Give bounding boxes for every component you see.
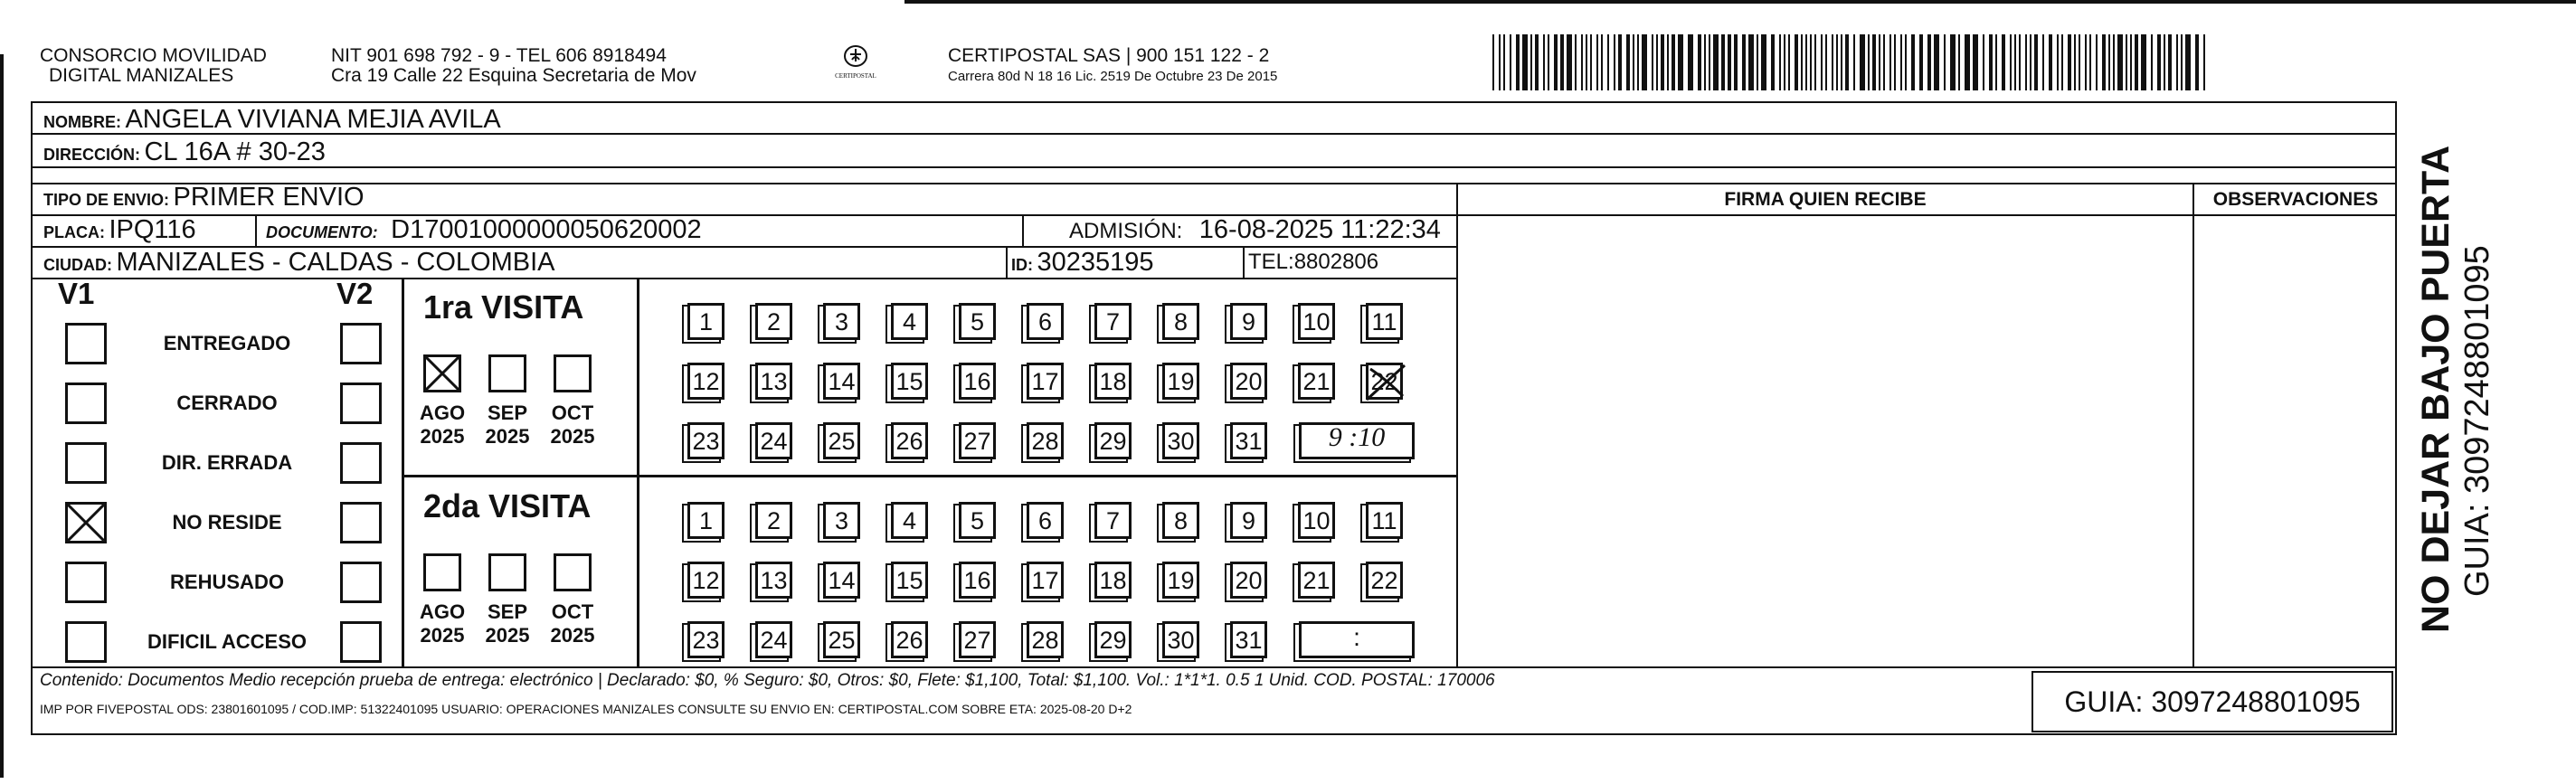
day-checkbox[interactable]: 27: [959, 621, 996, 658]
barcode-bar: [1934, 34, 1939, 90]
barcode-bar: [1950, 34, 1956, 90]
barcode-bar: [1642, 34, 1647, 90]
status-label: CERRADO: [176, 392, 278, 414]
barcode-bar: [1721, 34, 1725, 90]
tel-field: [1248, 250, 1378, 275]
barcode-bar: [1995, 34, 1997, 90]
barcode-bar: [1965, 34, 1970, 90]
status-v2-checkbox[interactable]: [340, 442, 382, 484]
barcode-bar: [2141, 34, 2146, 90]
barcode-bar: [1522, 34, 1528, 90]
barcode-bar: [2108, 34, 2110, 90]
courier-logo-icon: [830, 42, 881, 87]
barcode-bar: [1761, 34, 1766, 90]
status-v1-checkbox[interactable]: [65, 383, 107, 424]
barcode-bar: [1510, 34, 1511, 90]
barcode-bar: [1889, 34, 1891, 90]
barcode-bar: [1821, 34, 1823, 90]
day-checkbox[interactable]: 2: [755, 303, 792, 340]
month-label: SEP: [487, 401, 528, 424]
sender-line1: CONSORCIO MOVILIDAD: [40, 45, 267, 66]
tipo-envio-value: PRIMER ENVIO: [173, 183, 365, 212]
day-checkbox[interactable]: 4: [891, 502, 928, 539]
day-checkbox[interactable]: 20: [1230, 562, 1267, 599]
barcode-bar: [1927, 34, 1931, 90]
barcode-bar: [1836, 34, 1838, 90]
day-checkbox[interactable]: 10: [1298, 502, 1335, 539]
barcode-bar: [1883, 34, 1885, 90]
day-checkbox[interactable]: 9: [1230, 303, 1267, 340]
barcode-bar: [2203, 34, 2205, 90]
status-label: ENTREGADO: [163, 332, 291, 354]
day-checkbox[interactable]: 8: [1162, 502, 1199, 539]
side-guia: GUIA: 3097248801095: [2458, 245, 2496, 597]
barcode-bar: [2014, 34, 2016, 90]
day-checkbox[interactable]: 17: [1027, 562, 1064, 599]
day-checkbox[interactable]: 16: [959, 562, 996, 599]
barcode-bar: [1626, 34, 1630, 90]
barcode-bar: [1973, 34, 1978, 90]
barcode-bar: [1810, 34, 1812, 90]
barcode-bar: [1742, 34, 1746, 90]
barcode-bar: [2157, 34, 2161, 90]
row-line: [33, 183, 2395, 184]
documento-value: D17001000000050620002: [391, 215, 702, 244]
time-separator: :: [1353, 623, 1360, 651]
day-checkbox[interactable]: 16: [959, 363, 996, 400]
day-checkbox[interactable]: 11: [1366, 502, 1403, 539]
barcode-bar: [1713, 34, 1719, 90]
barcode-bar: [1788, 34, 1790, 90]
barcode-bar: [1894, 34, 1896, 90]
barcode-bar: [1801, 34, 1803, 90]
day-checkbox[interactable]: 24: [755, 621, 792, 658]
day-checkbox[interactable]: 31: [1230, 422, 1267, 459]
barcode-bar: [1841, 34, 1842, 90]
barcode-bar: [1757, 34, 1758, 90]
day-checkbox[interactable]: 5: [959, 303, 996, 340]
day-checkbox[interactable]: 22: [1366, 562, 1403, 599]
status-v1-checkbox[interactable]: [65, 562, 107, 603]
day-checkbox[interactable]: 25: [823, 422, 860, 459]
status-v2-checkbox[interactable]: [340, 502, 382, 543]
day-checkbox[interactable]: 10: [1298, 303, 1335, 340]
barcode-bar: [2130, 34, 2132, 90]
status-label: NO RESIDE: [172, 511, 282, 534]
day-checkbox[interactable]: 23: [687, 621, 724, 658]
admision-field: [1069, 215, 1441, 245]
barcode-bar: [1779, 34, 1781, 90]
day-checkbox[interactable]: 28: [1027, 422, 1064, 459]
barcode-bar: [1567, 34, 1572, 90]
barcode-bar: [2164, 34, 2165, 90]
barcode-bar: [1586, 34, 1587, 90]
month-checkbox[interactable]: [488, 354, 526, 392]
barcode-bar: [1868, 34, 1870, 90]
barcode-bar: [2068, 34, 2071, 90]
status-v1-checkbox[interactable]: [65, 502, 107, 543]
month-label: OCT: [551, 600, 594, 623]
barcode-bar: [1860, 34, 1865, 90]
barcode-bar: [1814, 34, 1816, 90]
barcode: [1492, 34, 2216, 90]
barcode-bar: [1601, 34, 1603, 90]
month-year: 2025: [550, 624, 595, 647]
barcode-bar: [1672, 34, 1675, 90]
barcode-bar: [2049, 34, 2052, 90]
row-line: [33, 166, 2395, 168]
barcode-bar: [1492, 34, 1494, 90]
status-label: DIR. ERRADA: [161, 451, 293, 474]
courier-logo: [830, 42, 881, 87]
barcode-bar: [1688, 34, 1693, 90]
barcode-bar: [1905, 34, 1907, 90]
nombre-value: ANGELA VIVIANA MEJIA AVILA: [125, 105, 501, 134]
signature-area[interactable]: [1458, 216, 2192, 666]
barcode-bar: [1845, 34, 1849, 90]
day-checkbox[interactable]: 26: [891, 621, 928, 658]
barcode-bar: [1728, 34, 1731, 90]
month-checkbox[interactable]: [554, 553, 592, 591]
barcode-bar: [2135, 34, 2138, 90]
barcode-bar: [2102, 34, 2106, 90]
v2-header: V2: [336, 277, 374, 310]
status-v2-checkbox[interactable]: [340, 383, 382, 424]
barcode-bar: [1805, 34, 1807, 90]
month-label: OCT: [551, 401, 594, 424]
day-checkbox[interactable]: 8: [1162, 303, 1199, 340]
courier-line1: CERTIPOSTAL SAS | 900 151 122 - 2: [948, 45, 1270, 66]
imp-text: IMP POR FIVEPOSTAL ODS: 23801601095 / COD.IMP: 51322401095 USUARIO: OPERACIONES MANIZALES CONSULTE SU ENVIO EN: CERTIPOSTAL.COM SOBRE ETA: 2025-08-20 D+2: [40, 702, 1132, 716]
barcode-bar: [2042, 34, 2044, 90]
barcode-bar: [2089, 34, 2091, 90]
barcode-bar: [1633, 34, 1634, 90]
day-checkbox[interactable]: 1: [687, 502, 724, 539]
barcode-bar: [1879, 34, 1880, 90]
barcode-bar: [1535, 34, 1539, 90]
barcode-bar: [2030, 34, 2031, 90]
courier-line2: Carrera 80d N 18 16 Lic. 2519 De Octubre 23 De 2015: [948, 69, 1278, 84]
day-checkbox[interactable]: 29: [1094, 422, 1132, 459]
barcode-bar: [1678, 34, 1683, 90]
barcode-bar: [2019, 34, 2021, 90]
day-checkbox[interactable]: 7: [1094, 303, 1132, 340]
ciudad-field: [43, 248, 555, 278]
day-checkbox[interactable]: 15: [891, 363, 928, 400]
courier-logo-text: CERTIPOSTAL: [835, 72, 876, 80]
barcode-bar: [2176, 34, 2178, 90]
barcode-bar: [1530, 34, 1532, 90]
tipo-envio-label: TIPO DE ENVIO:: [43, 191, 170, 209]
day-checkbox[interactable]: 18: [1094, 562, 1132, 599]
barcode-bar: [2113, 34, 2115, 90]
barcode-bar: [1958, 34, 1960, 90]
barcode-bar: [2096, 34, 2098, 90]
day-checkbox[interactable]: 21: [1298, 363, 1335, 400]
day-checkbox[interactable]: 27: [959, 422, 996, 459]
barcode-bar: [1748, 34, 1754, 90]
day-checkbox[interactable]: 19: [1162, 363, 1199, 400]
barcode-bar: [2002, 34, 2005, 90]
barcode-bar: [1853, 34, 1855, 90]
month-year: 2025: [485, 624, 530, 647]
barcode-bar: [1784, 34, 1785, 90]
day-checkbox[interactable]: 14: [823, 562, 860, 599]
day-checkbox[interactable]: 18: [1094, 363, 1132, 400]
barcode-bar: [2181, 34, 2183, 90]
day-checkbox[interactable]: 1: [687, 303, 724, 340]
barcode-bar: [1575, 34, 1577, 90]
barcode-bar: [2126, 34, 2127, 90]
barcode-bar: [1516, 34, 1520, 90]
day-checkbox[interactable]: 13: [755, 363, 792, 400]
status-v1-checkbox[interactable]: [65, 323, 107, 364]
divider: [1022, 214, 1024, 248]
status-v2-checkbox[interactable]: [340, 621, 382, 663]
row-line: [402, 475, 1456, 477]
barcode-bar: [2079, 34, 2080, 90]
barcode-bar: [1919, 34, 1923, 90]
barcode-bar: [2025, 34, 2027, 90]
barcode-bar: [2151, 34, 2153, 90]
day-checkbox[interactable]: 30: [1162, 422, 1199, 459]
day-checkbox[interactable]: 17: [1027, 363, 1064, 400]
month-checkbox[interactable]: [423, 354, 461, 392]
day-checkbox[interactable]: 3: [823, 303, 860, 340]
documento-field: [266, 215, 702, 245]
barcode-bar: [1661, 34, 1664, 90]
barcode-bar: [1667, 34, 1669, 90]
day-checkbox[interactable]: 29: [1094, 621, 1132, 658]
divider: [255, 214, 257, 248]
id-field: [1011, 248, 1153, 278]
barcode-bar: [1734, 34, 1738, 90]
barcode-bar: [2061, 34, 2063, 90]
day-checkbox[interactable]: 30: [1162, 621, 1199, 658]
month-checkbox[interactable]: [488, 553, 526, 591]
barcode-bar: [2168, 34, 2172, 90]
day-checkbox[interactable]: 21: [1298, 562, 1335, 599]
day-checkbox[interactable]: 31: [1230, 621, 1267, 658]
barcode-bar: [1704, 34, 1706, 90]
month-year: 2025: [485, 425, 530, 448]
day-checkbox[interactable]: 19: [1162, 562, 1199, 599]
barcode-bar: [1698, 34, 1701, 90]
day-checkbox[interactable]: 7: [1094, 502, 1132, 539]
barcode-bar: [1499, 34, 1501, 90]
barcode-bar: [1560, 34, 1564, 90]
barcode-bar: [2185, 34, 2191, 90]
barcode-bar: [2074, 34, 2076, 90]
margin-bar: [0, 54, 4, 778]
day-checkbox[interactable]: 15: [891, 562, 928, 599]
col-divider: [637, 278, 639, 666]
status-v1-checkbox[interactable]: [65, 621, 107, 663]
id-label: ID:: [1011, 256, 1033, 274]
barcode-bar: [1596, 34, 1598, 90]
barcode-bar: [1989, 34, 1993, 90]
nit-line2: Cra 19 Calle 22 Esquina Secretaria de Mov: [331, 65, 696, 86]
barcode-bar: [1554, 34, 1558, 90]
month-year: 2025: [420, 425, 465, 448]
barcode-bar: [1637, 34, 1639, 90]
placa-label: PLACA:: [43, 223, 105, 241]
placa-field: [43, 215, 196, 245]
visit-title: 1ra VISITA: [423, 288, 584, 326]
ciudad-value: MANIZALES - CALDAS - COLOMBIA: [116, 248, 555, 277]
row-line: [33, 278, 1456, 279]
contenido-text: Contenido: Documentos Medio recepción prueba de entrega: electrónico | Declarado: $0, % Seguro: $0, Otros: $0, Flete: $1,100, Total: $1,100. Vol.: 1*1*1. 0.5 1 Unid. COD. POSTAL: 170006: [40, 671, 1495, 690]
barcode-bar: [1983, 34, 1984, 90]
observaciones-area[interactable]: [2194, 216, 2397, 666]
divider: [1243, 246, 1245, 279]
tel-value: 8802806: [1293, 250, 1379, 274]
day-checkbox[interactable]: 24: [755, 422, 792, 459]
status-label: REHUSADO: [170, 571, 284, 593]
day-checkbox[interactable]: 6: [1027, 502, 1064, 539]
barcode-bar: [1872, 34, 1876, 90]
handwritten-mark: [1363, 360, 1408, 405]
row-line: [33, 666, 2395, 668]
direccion-value: CL 16A # 30-23: [144, 137, 326, 166]
day-checkbox[interactable]: 13: [755, 562, 792, 599]
v1-header: V1: [58, 277, 95, 310]
admision-label: ADMISIÓN:: [1069, 219, 1183, 243]
nombre-label: NOMBRE:: [43, 113, 121, 131]
barcode-bar: [2057, 34, 2059, 90]
status-v2-checkbox[interactable]: [340, 323, 382, 364]
month-label: AGO: [419, 600, 466, 623]
nombre-field: [43, 105, 501, 135]
day-checkbox[interactable]: 28: [1027, 621, 1064, 658]
barcode-bar: [1656, 34, 1658, 90]
day-checkbox[interactable]: 5: [959, 502, 996, 539]
day-checkbox[interactable]: 9: [1230, 502, 1267, 539]
barcode-bar: [1618, 34, 1622, 90]
barcode-bar: [1771, 34, 1775, 90]
id-value: 30235195: [1037, 248, 1154, 277]
barcode-bar: [1832, 34, 1833, 90]
guia-number: GUIA: 3097248801095: [2064, 685, 2361, 718]
documento-label: DOCUMENTO:: [266, 223, 378, 241]
side-note: [2413, 90, 2513, 633]
barcode-bar: [1581, 34, 1583, 90]
time-value: 9 :10: [1328, 422, 1386, 452]
direccion-label: DIRECCIÓN:: [43, 146, 140, 164]
barcode-bar: [1709, 34, 1710, 90]
barcode-bar: [1548, 34, 1549, 90]
visit-title: 2da VISITA: [423, 487, 592, 524]
day-checkbox[interactable]: 26: [891, 422, 928, 459]
col-divider: [402, 278, 404, 666]
barcode-bar: [2010, 34, 2012, 90]
barcode-bar: [1825, 34, 1827, 90]
tel-label: TEL:: [1248, 250, 1294, 274]
day-checkbox[interactable]: 23: [687, 422, 724, 459]
month-label: SEP: [487, 600, 528, 623]
barcode-bar: [2085, 34, 2087, 90]
top-edge-line: [904, 0, 2576, 4]
month-checkbox[interactable]: [423, 553, 461, 591]
admision-value: 16-08-2025 11:22:34: [1198, 215, 1441, 244]
barcode-bar: [2195, 34, 2199, 90]
tipo-envio-field: [43, 183, 365, 213]
barcode-bar: [1911, 34, 1915, 90]
day-checkbox[interactable]: 22: [1366, 363, 1403, 400]
barcode-bar: [1503, 34, 1505, 90]
barcode-bar: [2034, 34, 2038, 90]
barcode-bar: [1607, 34, 1609, 90]
status-label: DIFICIL ACCESO: [147, 630, 307, 653]
day-checkbox[interactable]: 2: [755, 502, 792, 539]
barcode-bar: [1900, 34, 1902, 90]
barcode-bar: [1543, 34, 1545, 90]
barcode-bar: [1590, 34, 1592, 90]
day-checkbox[interactable]: 25: [823, 621, 860, 658]
day-checkbox[interactable]: 3: [823, 502, 860, 539]
day-checkbox[interactable]: 20: [1230, 363, 1267, 400]
day-checkbox[interactable]: 12: [687, 363, 724, 400]
observaciones-header: OBSERVACIONES: [2212, 189, 2379, 210]
day-checkbox[interactable]: 4: [891, 303, 928, 340]
day-checkbox[interactable]: 11: [1366, 303, 1403, 340]
barcode-bar: [1795, 34, 1798, 90]
day-checkbox[interactable]: 6: [1027, 303, 1064, 340]
month-year: 2025: [420, 624, 465, 647]
status-v2-checkbox[interactable]: [340, 562, 382, 603]
month-label: AGO: [419, 401, 466, 424]
sender-line2: DIGITAL MANIZALES: [49, 65, 234, 86]
barcode-bar: [1944, 34, 1946, 90]
firma-header: FIRMA QUIEN RECIBE: [1724, 189, 1927, 210]
nit-line1: NIT 901 698 792 - 9 - TEL 606 8918494: [331, 45, 667, 66]
direccion-field: [43, 137, 326, 167]
side-warning: NO DEJAR BAJO PUERTA: [2414, 145, 2458, 633]
day-checkbox[interactable]: 14: [823, 363, 860, 400]
placa-value: IPQ116: [109, 215, 196, 244]
barcode-bar: [1652, 34, 1653, 90]
guide-form: [31, 101, 2397, 735]
barcode-bar: [1614, 34, 1615, 90]
divider: [1006, 246, 1008, 279]
month-year: 2025: [550, 425, 595, 448]
status-v1-checkbox[interactable]: [65, 442, 107, 484]
day-checkbox[interactable]: 12: [687, 562, 724, 599]
barcode-bar: [2117, 34, 2123, 90]
month-checkbox[interactable]: [554, 354, 592, 392]
ciudad-label: CIUDAD:: [43, 256, 112, 274]
